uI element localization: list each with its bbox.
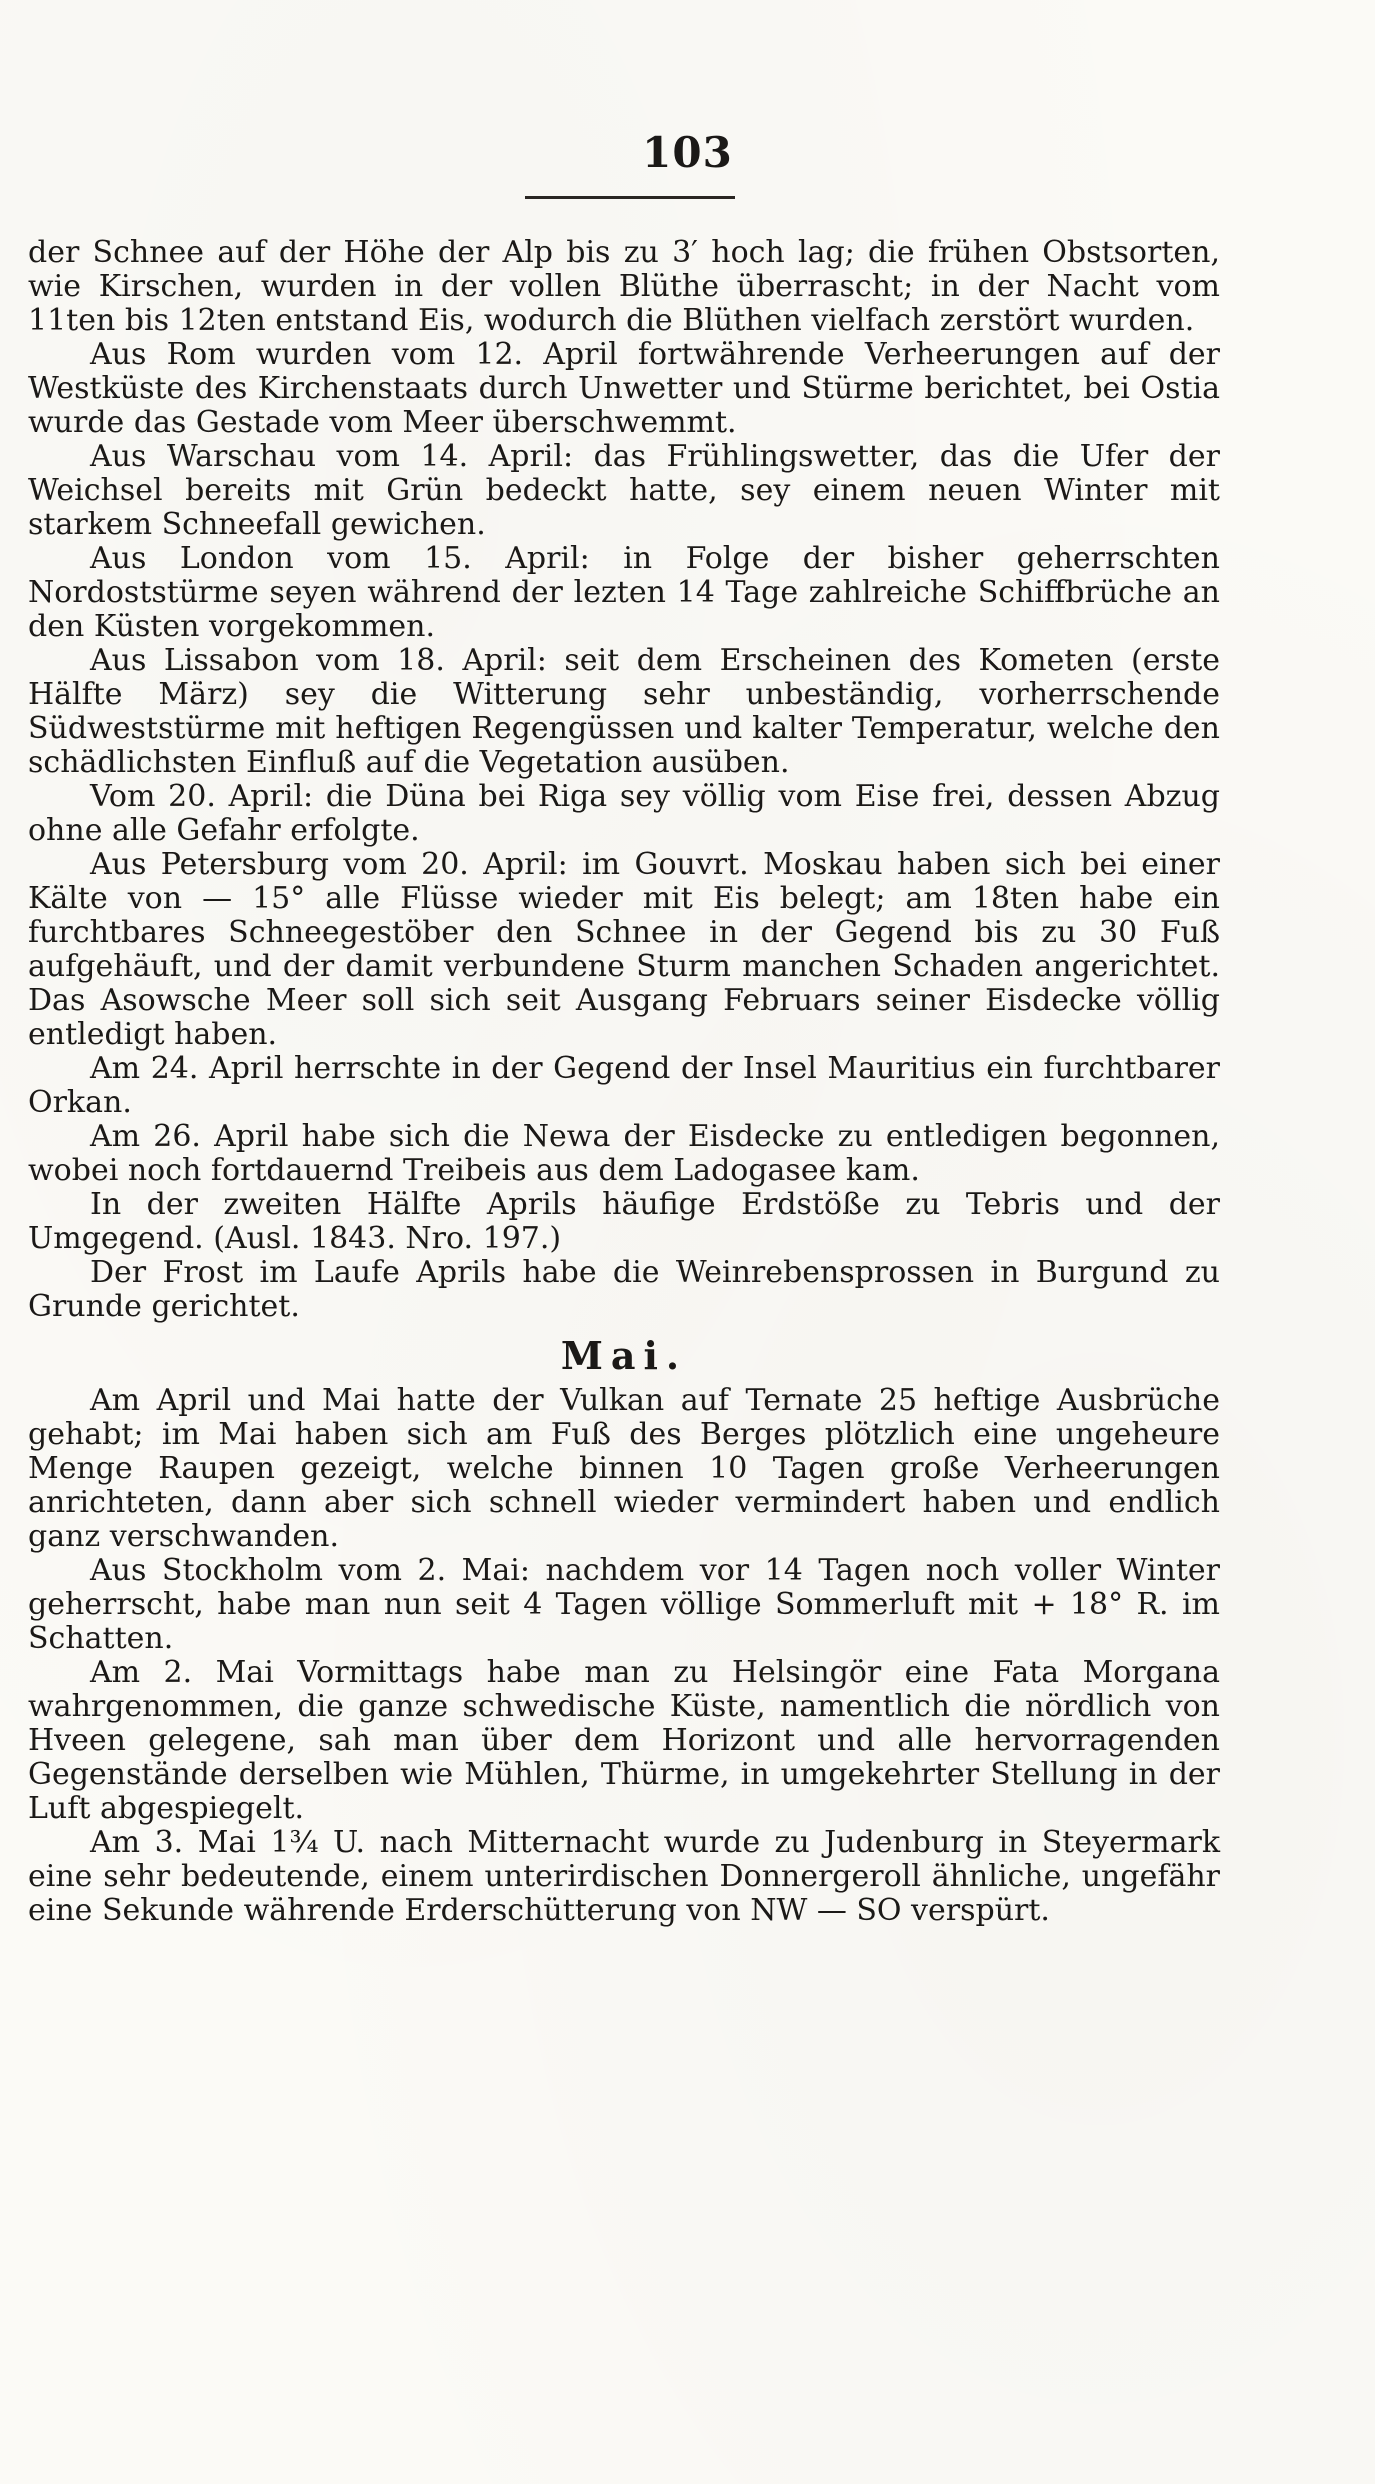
paragraph-rome: Aus Rom wurden vom 12. April fortwährende Verheerungen auf der Westküste des Kirchenstaats durch Unwetter und Stürme berichtet, bei Ostia wurde das Gestade vom Meer überschwemmt. — [28, 337, 1220, 440]
paragraph-judenburg: Am 3. Mai 1¾ U. nach Mitternacht wurde zu Judenburg in Steyermark eine sehr bedeutende, einem unterirdischen Donnergeroll ähnliche, ungefähr eine Sekunde währende Erderschütterung von NW — SO verspürt. — [28, 1825, 1220, 1928]
paragraph-stockholm: Aus Stockholm vom 2. Mai: nachdem vor 14 Tagen noch voller Winter geherrscht, habe man nun seit 4 Tagen völlige Sommerluft mit + 18° R. im Schatten. — [28, 1553, 1220, 1656]
paragraph-helsingoer: Am 2. Mai Vormittags habe man zu Helsingör eine Fata Morgana wahrgenommen, die ganze schwedische Küste, namentlich die nördlich von Hveen gelegene, sah man über dem Horizont und alle hervorragenden Gegenstände derselben wie Mühlen, Thürme, in umgekehrter Stellung in der Luft abgespiegelt. — [28, 1655, 1220, 1826]
paragraph-newa: Am 26. April habe sich die Newa der Eisdecke zu entledigen begonnen, wobei noch fortdauernd Treibeis aus dem Ladogasee kam. — [28, 1119, 1220, 1188]
paragraph-petersburg: Aus Petersburg vom 20. April: im Gouvrt. Moskau haben sich bei einer Kälte von — 15° alle Flüsse wieder mit Eis belegt; am 18ten habe ein furchtbares Schneegestöber den Schnee in der Gegend bis zu 30 Fuß aufgehäuft, und der damit verbundene Sturm manchen Schaden angerichtet. Das Asowsche Meer soll sich seit Ausgang Februars seiner Eisdecke völlig entledigt haben. — [28, 847, 1220, 1052]
section-heading-may: Mai. — [560, 1333, 688, 1378]
paragraph-warsaw: Aus Warschau vom 14. April: das Frühlingswetter, das die Ufer der Weichsel bereits mit Grün bedeckt hatte, sey einem neuen Winter mit starkem Schneefall gewichen. — [28, 439, 1220, 542]
paragraph-london: Aus London vom 15. April: in Folge der bisher geherrschten Nordoststürme seyen während der lezten 14 Tage zahlreiche Schiffbrüche an den Küsten vorgekommen. — [28, 541, 1220, 644]
page-header — [0, 128, 1375, 177]
paragraph-riga: Vom 20. April: die Düna bei Riga sey völlig vom Eise frei, dessen Abzug ohne alle Gefahr erfolgte. — [28, 779, 1220, 848]
body-text — [28, 236, 1220, 1928]
paragraph-lisbon: Aus Lissabon vom 18. April: seit dem Erscheinen des Kometen (erste Hälfte März) sey die Witterung sehr unbeständig, vorherrschende Südweststürme mit heftigen Regengüssen und kalter Temperatur, welche den schädlichsten Einfluß auf die Vegetation ausüben. — [28, 643, 1220, 780]
paragraph-tebris: In der zweiten Hälfte Aprils häufige Erdstöße zu Tebris und der Umgegend. (Ausl. 1843. Nro. 197.) — [28, 1187, 1220, 1256]
paragraph-burgund: Der Frost im Laufe Aprils habe die Weinrebensprossen in Burgund zu Grunde gerichtet. — [28, 1255, 1220, 1324]
paragraph-ternate: Am April und Mai hatte der Vulkan auf Ternate 25 heftige Ausbrüche gehabt; im Mai haben sich am Fuß des Berges plötzlich eine ungeheure Menge Raupen gezeigt, welche binnen 10 Tagen große Verheerungen anrichteten, dann aber sich schnell wieder vermindert haben und endlich ganz verschwanden. — [28, 1383, 1220, 1554]
header-rule — [525, 196, 735, 199]
paragraph-mauritius: Am 24. April herrschte in der Gegend der Insel Mauritius ein furchtbarer Orkan. — [28, 1051, 1220, 1120]
paragraph-alp-snow: der Schnee auf der Höhe der Alp bis zu 3′ hoch lag; die frühen Obstsorten, wie Kirschen, wurden in der vollen Blüthe überrascht; in der Nacht vom 11ten bis 12ten entstand Eis, wodurch die Blüthen vielfach zerstört wurden. — [28, 235, 1220, 338]
page-number: 103 — [642, 128, 733, 177]
